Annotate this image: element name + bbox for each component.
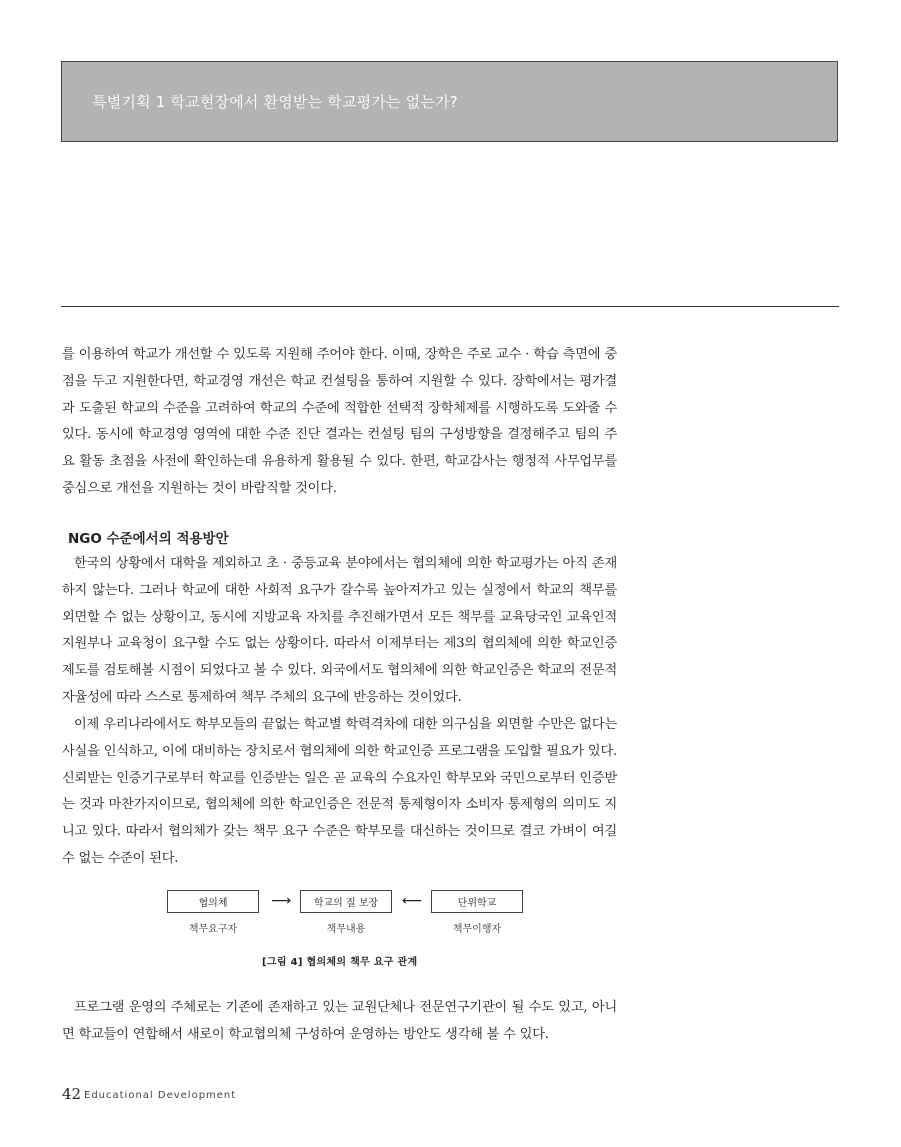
header-banner <box>61 61 838 142</box>
arrow-right-icon: ⟶ <box>271 893 292 909</box>
diagram-sublabel-performer: 책무이행자 <box>452 924 502 935</box>
diagram-box-quality-label: 학교의 질 보장 <box>313 898 379 909</box>
journal-name: Educational Development <box>84 1090 237 1101</box>
diagram-box-council-label: 협의체 <box>198 898 228 909</box>
header-divider <box>61 306 839 307</box>
paragraph-4: 프로그램 운영의 주체로는 기존에 존재하고 있는 교원단체나 전문연구기관이 될 수도 있고, 아니면 학교들이 연합해서 새로이 학교협의체 구성하여 운영하는 방안도 생각해 볼 수 있다. <box>62 1000 617 1042</box>
diagram-box-school-label: 단위학교 <box>457 898 497 909</box>
paragraph-1: 를 이용하여 학교가 개선할 수 있도록 지원해 주어야 한다. 이때, 장학은 주로 교수 · 학습 측면에 중점을 두고 지원한다면, 학교경영 개선은 학교 컨설팅을 통하여 지원할 수 있다. 장학에서는 평가결과 도출된 학교의 수준을 고려하여 학교의 수준에 적합한 선택적 장학체제를 시행하도록 도와줄 수 있다. 동시에 학교경영 영역에 대한 수준 진단 결과는 컨설팅 팀의 구성방향을 결정해주고 팀의 주요 활동 초점을 사전에 확인하는데 유용하게 활용될 수 있다. 한편, 학교감사는 행정적 사무업무를 중심으로 개선을 지원하는 것이 바람직할 것이다. <box>62 347 617 496</box>
section-heading: NGO 수준에서의 적용방안 <box>68 531 229 547</box>
paragraph-2: 한국의 상황에서 대학을 제외하고 초 · 중등교육 분야에서는 협의체에 의한 학교평가는 아직 존재하지 않는다. 그러나 학교에 대한 사회적 요구가 갈수록 높아져가고 있는 실정에서 학교의 책무를 외면할 수 없는 상황이고, 동시에 지방교육 자치를 추진해가면서 모든 책무를 교육당국인 교육인적지원부나 교육청이 요구할 수도 없는 상황이다. 따라서 이제부터는 제3의 협의체에 의한 학교인증제도를 검토해볼 시점이 되었다고 볼 수 있다. 외국에서도 협의체에 의한 학교인증은 학교의 전문적 자율성에 따라 스스로 통제하여 책무 주체의 요구에 반응하는 것이었다. <box>62 556 617 705</box>
diagram-box-council <box>167 890 259 913</box>
page-number: 42 <box>62 1085 82 1103</box>
arrow-left-icon: ⟵ <box>402 893 423 909</box>
diagram-box-quality <box>300 890 392 913</box>
diagram-sublabel-requester: 책무요구자 <box>188 924 238 935</box>
paragraph-3: 이제 우리나라에서도 학부모들의 끝없는 학교별 학력격차에 대한 의구심을 외면할 수만은 없다는 사실을 인식하고, 이에 대비하는 장치로서 협의체에 의한 학교인증 프로그램을 도입할 필요가 있다. 신뢰받는 인증기구로부터 학교를 인증받는 일은 곧 교육의 수요자인 학부모와 국민으로부터 인증받는 것과 마찬가지이므로, 협의체에 의한 학교인증은 전문적 통제형이자 소비자 통제형의 의미도 지니고 있다. 따라서 협의체가 갖는 책무 요구 수준은 학부모를 대신하는 것이므로 결코 가벼이 여길 수 없는 수준이 된다. <box>62 717 617 866</box>
diagram-sublabel-content: 책무내용 <box>326 924 366 935</box>
banner-title: 특별기획 1 학교현장에서 환영받는 학교평가는 없는가? <box>92 93 458 111</box>
figure-caption: [그림 4] 협의체의 책무 요구 관계 <box>262 957 418 968</box>
diagram-box-school <box>431 890 523 913</box>
